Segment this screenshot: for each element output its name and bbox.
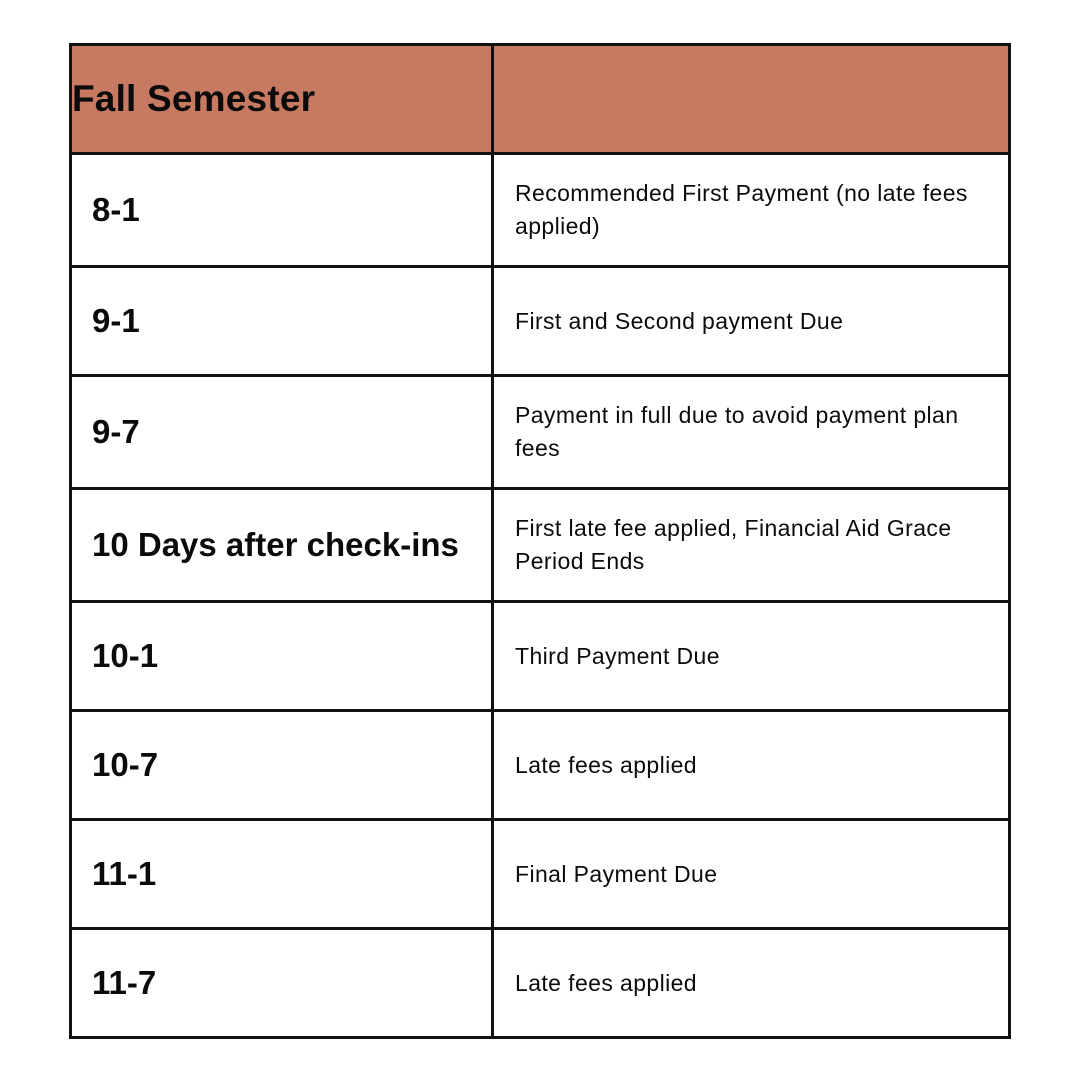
- table-row: [71, 602, 1010, 711]
- table-row: [71, 376, 1010, 489]
- semester-title: Fall Semester: [71, 45, 493, 154]
- table-row: [71, 820, 1010, 929]
- row-date: 8-1: [71, 154, 493, 267]
- table-header-row: [71, 45, 1010, 154]
- row-description: First late fee applied, Financial Aid Grace Period Ends: [493, 489, 1010, 602]
- row-date: 9-1: [71, 267, 493, 376]
- payment-schedule-table: [69, 43, 1011, 1039]
- row-date: 11-1: [71, 820, 493, 929]
- row-date: 9-7: [71, 376, 493, 489]
- row-date: 10-7: [71, 711, 493, 820]
- row-description: Payment in full due to avoid payment plan fees: [493, 376, 1010, 489]
- row-date: 10-1: [71, 602, 493, 711]
- row-description: Late fees applied: [493, 929, 1010, 1038]
- row-description: Late fees applied: [493, 711, 1010, 820]
- row-description: First and Second payment Due: [493, 267, 1010, 376]
- table-row: [71, 929, 1010, 1038]
- table-row: [71, 154, 1010, 267]
- table-row: [71, 711, 1010, 820]
- row-date: 11-7: [71, 929, 493, 1038]
- table-row: [71, 267, 1010, 376]
- table-row: [71, 489, 1010, 602]
- header-empty-cell: [493, 45, 1010, 154]
- row-description: Third Payment Due: [493, 602, 1010, 711]
- row-description: Recommended First Payment (no late fees applied): [493, 154, 1010, 267]
- row-description: Final Payment Due: [493, 820, 1010, 929]
- row-date: 10 Days after check-ins: [71, 489, 493, 602]
